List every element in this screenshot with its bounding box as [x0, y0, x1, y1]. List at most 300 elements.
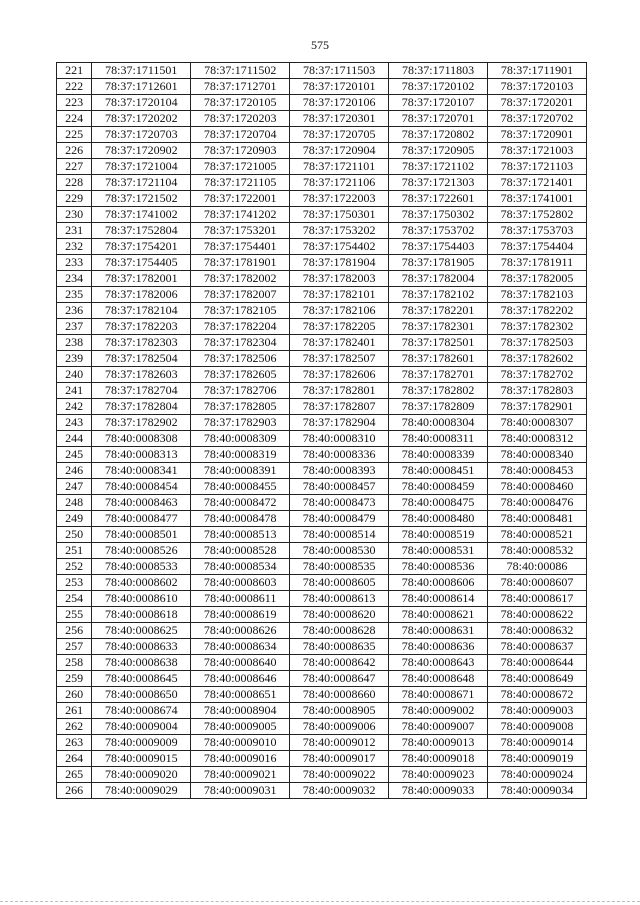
row-number-cell: 227: [57, 159, 92, 175]
table-row: [57, 335, 587, 351]
table-row: [57, 399, 587, 415]
cadastral-number-cell: 78:37:1720202: [92, 111, 191, 127]
table-row: [57, 143, 587, 159]
row-number-cell: 233: [57, 255, 92, 271]
cadastral-number-cell: 78:40:0008531: [389, 543, 488, 559]
cadastral-number-cell: 78:40:0008391: [191, 463, 290, 479]
table-row: [57, 463, 587, 479]
cadastral-number-cell: 78:40:0008393: [290, 463, 389, 479]
cadastral-number-cell: 78:37:1720203: [191, 111, 290, 127]
cadastral-number-cell: 78:40:0009018: [389, 751, 488, 767]
cadastral-number-cell: 78:40:0008672: [488, 687, 587, 703]
cadastral-number-cell: 78:37:1720705: [290, 127, 389, 143]
cadastral-number-cell: 78:37:1720701: [389, 111, 488, 127]
row-number-cell: 256: [57, 623, 92, 639]
cadastral-number-cell: 78:37:1782003: [290, 271, 389, 287]
row-number-cell: 246: [57, 463, 92, 479]
row-number-cell: 235: [57, 287, 92, 303]
cadastral-number-cell: 78:40:0008478: [191, 511, 290, 527]
cadastral-number-cell: 78:40:0009016: [191, 751, 290, 767]
row-number-cell: 263: [57, 735, 92, 751]
row-number-cell: 244: [57, 431, 92, 447]
table-row: [57, 111, 587, 127]
cadastral-number-cell: 78:37:1720901: [488, 127, 587, 143]
table-row: [57, 735, 587, 751]
cadastral-number-cell: 78:37:1722003: [290, 191, 389, 207]
table-row: [57, 623, 587, 639]
cadastral-number-cell: 78:37:1720301: [290, 111, 389, 127]
cadastral-number-cell: 78:37:1782103: [488, 287, 587, 303]
cadastral-number-cell: 78:37:1782702: [488, 367, 587, 383]
cadastral-number-cell: 78:40:0009029: [92, 783, 191, 799]
cadastral-number-cell: 78:37:1752802: [488, 207, 587, 223]
cadastral-number-cell: 78:37:1721502: [92, 191, 191, 207]
row-number-cell: 230: [57, 207, 92, 223]
cadastral-number-cell: 78:40:0008519: [389, 527, 488, 543]
cadastral-number-cell: 78:37:1753202: [290, 223, 389, 239]
cadastral-number-cell: 78:37:1782002: [191, 271, 290, 287]
cadastral-number-cell: 78:37:1721102: [389, 159, 488, 175]
cadastral-number-cell: 78:37:1712601: [92, 79, 191, 95]
table-row: [57, 319, 587, 335]
cadastral-number-cell: 78:37:1782506: [191, 351, 290, 367]
cadastral-number-cell: 78:37:1782901: [488, 399, 587, 415]
cadastral-number-cell: 78:40:0008310: [290, 431, 389, 447]
cadastral-number-cell: 78:40:0008536: [389, 559, 488, 575]
cadastral-number-cell: 78:40:0008535: [290, 559, 389, 575]
cadastral-number-cell: 78:37:1721004: [92, 159, 191, 175]
row-number-cell: 251: [57, 543, 92, 559]
cadastral-number-cell: 78:40:0008341: [92, 463, 191, 479]
cadastral-number-cell: 78:37:1782606: [290, 367, 389, 383]
row-number-cell: 223: [57, 95, 92, 111]
cadastral-number-cell: 78:37:1782001: [92, 271, 191, 287]
table-row: [57, 191, 587, 207]
table-row: [57, 63, 587, 79]
table-row: [57, 95, 587, 111]
cadastral-number-cell: 78:37:1721104: [92, 175, 191, 191]
table-row: [57, 575, 587, 591]
cadastral-number-cell: 78:37:1782903: [191, 415, 290, 431]
row-number-cell: 236: [57, 303, 92, 319]
table-row: [57, 303, 587, 319]
cadastral-number-cell: 78:37:1722001: [191, 191, 290, 207]
cadastral-number-cell: 78:40:0008312: [488, 431, 587, 447]
cadastral-number-cell: 78:40:0008645: [92, 671, 191, 687]
cadastral-number-cell: 78:40:0008674: [92, 703, 191, 719]
table-row: [57, 495, 587, 511]
cadastral-number-cell: 78:37:1721101: [290, 159, 389, 175]
cadastral-number-cell: 78:37:1720704: [191, 127, 290, 143]
table-row: [57, 415, 587, 431]
cadastral-number-cell: 78:37:1712701: [191, 79, 290, 95]
cadastral-number-cell: 78:40:0008530: [290, 543, 389, 559]
cadastral-number-cell: 78:37:1781904: [290, 255, 389, 271]
row-number-cell: 238: [57, 335, 92, 351]
row-number-cell: 221: [57, 63, 92, 79]
cadastral-number-cell: 78:37:1782501: [389, 335, 488, 351]
row-number-cell: 237: [57, 319, 92, 335]
cadastral-number-cell: 78:40:0008635: [290, 639, 389, 655]
row-number-cell: 265: [57, 767, 92, 783]
row-number-cell: 232: [57, 239, 92, 255]
cadastral-number-cell: 78:37:1782805: [191, 399, 290, 415]
cadastral-number-cell: 78:40:0008649: [488, 671, 587, 687]
cadastral-number-cell: 78:40:0008526: [92, 543, 191, 559]
cadastral-number-cell: 78:40:0008644: [488, 655, 587, 671]
cadastral-number-cell: 78:40:0008307: [488, 415, 587, 431]
cadastral-number-cell: 78:40:0008521: [488, 527, 587, 543]
table-row: [57, 687, 587, 703]
row-number-cell: 260: [57, 687, 92, 703]
table-row: [57, 559, 587, 575]
cadastral-number-cell: 78:37:1782904: [290, 415, 389, 431]
row-number-cell: 264: [57, 751, 92, 767]
cadastral-number-cell: 78:37:1782304: [191, 335, 290, 351]
cadastral-number-cell: 78:40:0009019: [488, 751, 587, 767]
cadastral-number-cell: 78:40:0009003: [488, 703, 587, 719]
cadastral-number-cell: 78:37:1782802: [389, 383, 488, 399]
table-row: [57, 127, 587, 143]
cadastral-number-cell: 78:40:0008626: [191, 623, 290, 639]
row-number-cell: 224: [57, 111, 92, 127]
cadastral-number-cell: 78:40:0009007: [389, 719, 488, 735]
cadastral-number-cell: 78:37:1721005: [191, 159, 290, 175]
row-number-cell: 262: [57, 719, 92, 735]
cadastral-number-cell: 78:37:1782005: [488, 271, 587, 287]
cadastral-number-cell: 78:37:1781901: [191, 255, 290, 271]
cadastral-number-cell: 78:37:1782507: [290, 351, 389, 367]
row-number-cell: 250: [57, 527, 92, 543]
table-row: [57, 351, 587, 367]
table-row: [57, 671, 587, 687]
cadastral-number-cell: 78:37:1741002: [92, 207, 191, 223]
table-row: [57, 543, 587, 559]
table-row: [57, 719, 587, 735]
cadastral-number-cell: 78:37:1720201: [488, 95, 587, 111]
table-row: [57, 79, 587, 95]
row-number-cell: 245: [57, 447, 92, 463]
cadastral-number-cell: 78:40:0008451: [389, 463, 488, 479]
cadastral-number-cell: 78:40:0008603: [191, 575, 290, 591]
cadastral-number-cell: 78:40:0008638: [92, 655, 191, 671]
cadastral-number-cell: 78:37:1782804: [92, 399, 191, 415]
table-row: [57, 511, 587, 527]
row-number-cell: 257: [57, 639, 92, 655]
cadastral-number-cell: 78:37:1782102: [389, 287, 488, 303]
table-row: [57, 783, 587, 799]
cadastral-number-cell: 78:37:1782704: [92, 383, 191, 399]
cadastral-number-cell: 78:37:1741001: [488, 191, 587, 207]
row-number-cell: 240: [57, 367, 92, 383]
row-number-cell: 254: [57, 591, 92, 607]
cadastral-number-cell: 78:37:1754201: [92, 239, 191, 255]
cadastral-number-cell: 78:40:0008309: [191, 431, 290, 447]
cadastral-number-cell: 78:37:1711901: [488, 63, 587, 79]
table-row: [57, 287, 587, 303]
cadastral-number-cell: 78:40:0008534: [191, 559, 290, 575]
cadastral-number-cell: 78:40:0008336: [290, 447, 389, 463]
cadastral-number-cell: 78:40:0008621: [389, 607, 488, 623]
cadastral-number-cell: 78:40:0008614: [389, 591, 488, 607]
row-number-cell: 259: [57, 671, 92, 687]
cadastral-number-cell: 78:40:0009017: [290, 751, 389, 767]
row-number-cell: 243: [57, 415, 92, 431]
table-row: [57, 383, 587, 399]
cadastral-number-cell: 78:40:0009002: [389, 703, 488, 719]
cadastral-number-cell: 78:40:0008533: [92, 559, 191, 575]
cadastral-number-cell: 78:37:1782401: [290, 335, 389, 351]
cadastral-number-cell: 78:40:0008636: [389, 639, 488, 655]
cadastral-number-cell: 78:40:0008646: [191, 671, 290, 687]
cadastral-number-cell: 78:37:1753702: [389, 223, 488, 239]
cadastral-number-cell: 78:37:1782302: [488, 319, 587, 335]
cadastral-number-cell: 78:37:1781905: [389, 255, 488, 271]
cadastral-number-cell: 78:37:1721003: [488, 143, 587, 159]
cadastral-number-cell: 78:40:0008642: [290, 655, 389, 671]
cadastral-number-cell: 78:37:1782605: [191, 367, 290, 383]
table-row: [57, 527, 587, 543]
table-row: [57, 159, 587, 175]
cadastral-number-cell: 78:40:0009015: [92, 751, 191, 767]
cadastral-number-cell: 78:40:0009012: [290, 735, 389, 751]
cadastral-number-cell: 78:37:1720902: [92, 143, 191, 159]
cadastral-number-cell: 78:37:1782202: [488, 303, 587, 319]
cadastral-number-cell: 78:40:0008904: [191, 703, 290, 719]
cadastral-number-cell: 78:40:0009009: [92, 735, 191, 751]
cadastral-number-cell: 78:40:0009024: [488, 767, 587, 783]
cadastral-number-cell: 78:40:0008606: [389, 575, 488, 591]
cadastral-number-cell: 78:40:0009021: [191, 767, 290, 783]
cadastral-number-cell: 78:40:0008455: [191, 479, 290, 495]
cadastral-number-cell: 78:37:1720702: [488, 111, 587, 127]
cadastral-number-cell: 78:40:0009006: [290, 719, 389, 735]
cadastral-number-cell: 78:37:1782801: [290, 383, 389, 399]
row-number-cell: 266: [57, 783, 92, 799]
cadastral-number-cell: 78:37:1720703: [92, 127, 191, 143]
table-body: [57, 63, 587, 799]
cadastral-number-cell: 78:40:0008460: [488, 479, 587, 495]
table-row: [57, 223, 587, 239]
cadastral-number-cell: 78:40:0008313: [92, 447, 191, 463]
cadastral-number-cell: 78:40:0008605: [290, 575, 389, 591]
cadastral-number-cell: 78:40:0009004: [92, 719, 191, 735]
cadastral-number-cell: 78:37:1720903: [191, 143, 290, 159]
row-number-cell: 261: [57, 703, 92, 719]
cadastral-number-cell: 78:37:1720107: [389, 95, 488, 111]
row-number-cell: 242: [57, 399, 92, 415]
cadastral-number-cell: 78:40:0009020: [92, 767, 191, 783]
cadastral-number-cell: 78:37:1782504: [92, 351, 191, 367]
cadastral-number-cell: 78:40:0008607: [488, 575, 587, 591]
cadastral-number-cell: 78:37:1782204: [191, 319, 290, 335]
cadastral-number-cell: 78:40:0008473: [290, 495, 389, 511]
cadastral-number-cell: 78:40:0009008: [488, 719, 587, 735]
cadastral-number-cell: 78:37:1782807: [290, 399, 389, 415]
cadastral-number-cell: 78:40:0008631: [389, 623, 488, 639]
row-number-cell: 252: [57, 559, 92, 575]
cadastral-number-cell: 78:40:0008475: [389, 495, 488, 511]
table-row: [57, 207, 587, 223]
cadastral-number-cell: 78:40:0008611: [191, 591, 290, 607]
cadastral-number-cell: 78:37:1782201: [389, 303, 488, 319]
row-number-cell: 234: [57, 271, 92, 287]
cadastral-number-cell: 78:40:0008613: [290, 591, 389, 607]
cadastral-number-cell: 78:37:1720104: [92, 95, 191, 111]
cadastral-number-cell: 78:37:1720802: [389, 127, 488, 143]
cadastral-number-cell: 78:40:0008311: [389, 431, 488, 447]
cadastral-number-cell: 78:40:0008650: [92, 687, 191, 703]
cadastral-number-cell: 78:40:0008640: [191, 655, 290, 671]
cadastral-number-cell: 78:40:0008480: [389, 511, 488, 527]
cadastral-number-cell: 78:40:0008477: [92, 511, 191, 527]
cadastral-number-cell: 78:37:1754403: [389, 239, 488, 255]
cadastral-number-cell: 78:40:0008634: [191, 639, 290, 655]
cadastral-number-cell: 78:37:1720101: [290, 79, 389, 95]
table-row: [57, 607, 587, 623]
cadastral-number-cell: 78:40:0008633: [92, 639, 191, 655]
table-row: [57, 591, 587, 607]
cadastral-number-cell: 78:40:0008617: [488, 591, 587, 607]
cadastral-number-cell: 78:40:0008905: [290, 703, 389, 719]
cadastral-number-cell: 78:37:1721103: [488, 159, 587, 175]
cadastral-number-cell: 78:37:1753703: [488, 223, 587, 239]
cadastral-number-cell: 78:37:1782701: [389, 367, 488, 383]
cadastral-number-cell: 78:40:0009033: [389, 783, 488, 799]
table-row: [57, 703, 587, 719]
table-row: [57, 367, 587, 383]
cadastral-number-cell: 78:40:0008622: [488, 607, 587, 623]
cadastral-number-cell: 78:37:1782006: [92, 287, 191, 303]
cadastral-number-cell: 78:37:1782205: [290, 319, 389, 335]
cadastral-number-cell: 78:37:1782301: [389, 319, 488, 335]
cadastral-number-cell: 78:37:1782503: [488, 335, 587, 351]
cadastral-number-cell: 78:37:1782004: [389, 271, 488, 287]
cadastral-number-cell: 78:37:1750302: [389, 207, 488, 223]
row-number-cell: 225: [57, 127, 92, 143]
footer-divider: [0, 901, 640, 902]
cadastral-number-cell: 78:40:0008308: [92, 431, 191, 447]
cadastral-number-cell: 78:40:0008454: [92, 479, 191, 495]
cadastral-number-cell: 78:40:0008648: [389, 671, 488, 687]
cadastral-number-cell: 78:40:0008513: [191, 527, 290, 543]
row-number-cell: 241: [57, 383, 92, 399]
cadastral-number-cell: 78:37:1721401: [488, 175, 587, 191]
cadastral-number-cell: 78:40:0008619: [191, 607, 290, 623]
table-row: [57, 479, 587, 495]
row-number-cell: 247: [57, 479, 92, 495]
row-number-cell: 229: [57, 191, 92, 207]
cadastral-number-cell: 78:40:0009031: [191, 783, 290, 799]
row-number-cell: 222: [57, 79, 92, 95]
cadastral-number-cell: 78:37:1720905: [389, 143, 488, 159]
cadastral-number-cell: 78:40:0008643: [389, 655, 488, 671]
cadastral-number-cell: 78:40:0008602: [92, 575, 191, 591]
cadastral-number-cell: 78:37:1754405: [92, 255, 191, 271]
cadastral-number-cell: 78:37:1752804: [92, 223, 191, 239]
cadastral-number-cell: 78:37:1782105: [191, 303, 290, 319]
page-number: 575: [311, 38, 329, 52]
cadastral-number-cell: 78:37:1721105: [191, 175, 290, 191]
table-row: [57, 447, 587, 463]
cadastral-number-cell: 78:40:0008620: [290, 607, 389, 623]
cadastral-number-cell: 78:37:1782303: [92, 335, 191, 351]
cadastral-number-cell: 78:40:0008625: [92, 623, 191, 639]
cadastral-number-cell: 78:40:0009034: [488, 783, 587, 799]
cadastral-number-cell: 78:37:1754402: [290, 239, 389, 255]
cadastral-number-cell: 78:37:1782902: [92, 415, 191, 431]
cadastral-number-cell: 78:40:0008479: [290, 511, 389, 527]
cadastral-number-cell: 78:40:0008528: [191, 543, 290, 559]
cadastral-number-cell: 78:37:1711803: [389, 63, 488, 79]
cadastral-number-cell: 78:40:0008457: [290, 479, 389, 495]
cadastral-number-cell: 78:40:00086: [488, 559, 587, 575]
cadastral-number-cell: 78:40:0008304: [389, 415, 488, 431]
table-row: [57, 639, 587, 655]
cadastral-number-cell: 78:37:1782007: [191, 287, 290, 303]
cadastral-number-cell: 78:40:0009014: [488, 735, 587, 751]
cadastral-number-cell: 78:40:0008340: [488, 447, 587, 463]
cadastral-number-cell: 78:37:1720904: [290, 143, 389, 159]
cadastral-number-cell: 78:40:0008647: [290, 671, 389, 687]
cadastral-number-cell: 78:40:0008453: [488, 463, 587, 479]
cadastral-number-cell: 78:40:0008637: [488, 639, 587, 655]
cadastral-number-cell: 78:37:1782803: [488, 383, 587, 399]
cadastral-number-cell: 78:37:1782203: [92, 319, 191, 335]
cadastral-number-cell: 78:40:0008532: [488, 543, 587, 559]
cadastral-number-cell: 78:37:1753201: [191, 223, 290, 239]
table-row: [57, 271, 587, 287]
cadastral-number-cell: 78:37:1754404: [488, 239, 587, 255]
row-number-cell: 239: [57, 351, 92, 367]
cadastral-number-cell: 78:40:0008501: [92, 527, 191, 543]
cadastral-number-cell: 78:40:0008632: [488, 623, 587, 639]
cadastral-number-cell: 78:40:0008459: [389, 479, 488, 495]
cadastral-number-cell: 78:37:1782106: [290, 303, 389, 319]
cadastral-number-cell: 78:37:1722601: [389, 191, 488, 207]
cadastral-number-cell: 78:40:0009032: [290, 783, 389, 799]
table-row: [57, 255, 587, 271]
table-row: [57, 239, 587, 255]
row-number-cell: 255: [57, 607, 92, 623]
cadastral-number-cell: 78:37:1754401: [191, 239, 290, 255]
row-number-cell: 248: [57, 495, 92, 511]
cadastral-number-cell: 78:40:0008651: [191, 687, 290, 703]
cadastral-number-cell: 78:37:1741202: [191, 207, 290, 223]
cadastral-number-cell: 78:40:0008463: [92, 495, 191, 511]
cadastral-number-cell: 78:37:1782706: [191, 383, 290, 399]
row-number-cell: 258: [57, 655, 92, 671]
cadastral-number-cell: 78:37:1720105: [191, 95, 290, 111]
cadastral-number-cell: 78:40:0008481: [488, 511, 587, 527]
cadastral-number-cell: 78:40:0009013: [389, 735, 488, 751]
cadastral-number-cell: 78:40:0008628: [290, 623, 389, 639]
cadastral-number-cell: 78:37:1720102: [389, 79, 488, 95]
cadastral-number-cell: 78:37:1782602: [488, 351, 587, 367]
cadastral-number-cell: 78:37:1721106: [290, 175, 389, 191]
cadastral-number-cell: 78:40:0009005: [191, 719, 290, 735]
cadastral-number-cell: 78:40:0009022: [290, 767, 389, 783]
cadastral-number-cell: 78:40:0008319: [191, 447, 290, 463]
cadastral-number-cell: 78:37:1782104: [92, 303, 191, 319]
cadastral-number-table: [56, 62, 587, 799]
cadastral-number-cell: 78:37:1711502: [191, 63, 290, 79]
cadastral-number-cell: 78:40:0008618: [92, 607, 191, 623]
cadastral-number-cell: 78:37:1750301: [290, 207, 389, 223]
row-number-cell: 228: [57, 175, 92, 191]
cadastral-number-cell: 78:40:0008610: [92, 591, 191, 607]
row-number-cell: 249: [57, 511, 92, 527]
